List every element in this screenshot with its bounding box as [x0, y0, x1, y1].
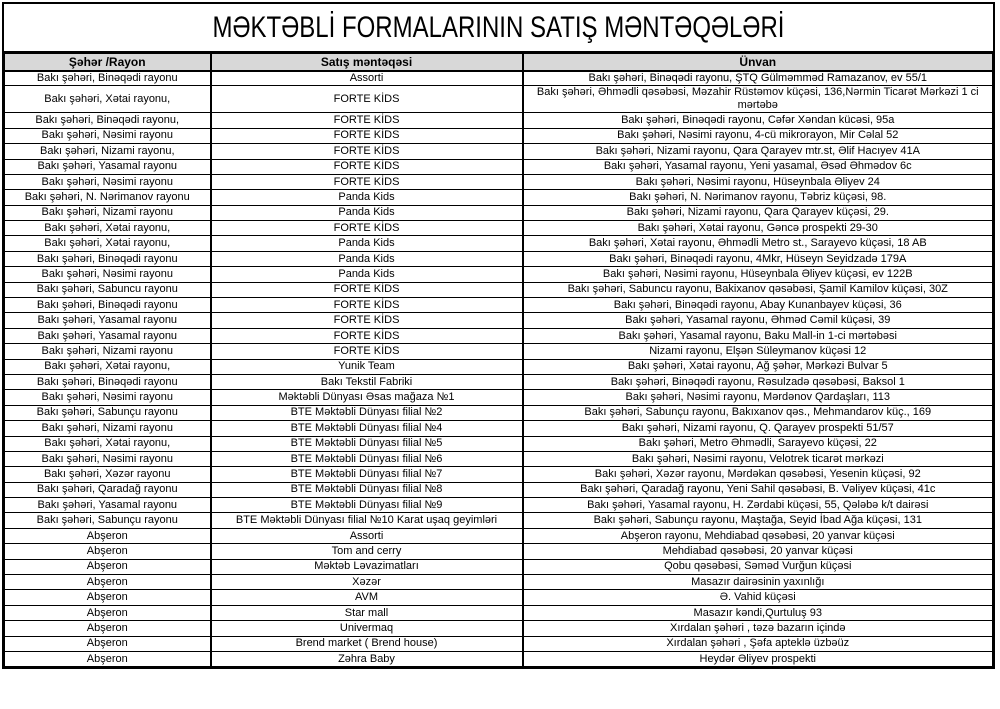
cell-address: Xırdalan şəhəri , Şəfa apteklə üzbəüz — [523, 636, 993, 651]
table-row — [5, 267, 993, 282]
cell-store: Panda Kids — [211, 236, 523, 251]
cell-store: Panda Kids — [211, 251, 523, 266]
table-row — [5, 559, 993, 574]
cell-address: Bakı şəhəri, Xəzər rayonu, Mərdəkan qəsəbəsi, Yesenin küçəsi, 92 — [523, 467, 993, 482]
table-row — [5, 344, 993, 359]
table-row — [5, 605, 993, 620]
cell-address: Masazır kəndi,Qurtuluş 93 — [523, 605, 993, 620]
cell-region: Bakı şəhəri, Nəsimi rayonu — [5, 267, 211, 282]
cell-region: Abşeron — [5, 544, 211, 559]
table-row — [5, 636, 993, 651]
cell-address: Bakı şəhəri, Nizami rayonu, Qara Qarayev mtr.st, Əlif Hacıyev 41A — [523, 144, 993, 159]
cell-address: Bakı şəhəri, Binəqədi rayonu, ŞTQ Gülməmməd Ramazanov, ev 55/1 — [523, 71, 993, 86]
table-row — [5, 236, 993, 251]
cell-region: Bakı şəhəri, Nizami rayonu — [5, 205, 211, 220]
cell-store: BTE Məktəbli Dünyası filial №2 — [211, 405, 523, 420]
cell-address: Bakı şəhəri, Xətai rayonu, Ağ şəhər, Mərkəzi Bulvar 5 — [523, 359, 993, 374]
cell-address: Bakı şəhəri, Binəqədi rayonu, 4Mkr, Hüseyn Seyidzadə 179A — [523, 251, 993, 266]
table-row — [5, 313, 993, 328]
column-header-region: Şəhər /Rayon — [5, 54, 211, 71]
cell-address: Bakı şəhəri, Nəsimi rayonu, Hüseynbala Əliyev küçəsi, ev 122B — [523, 267, 993, 282]
table-row — [5, 374, 993, 389]
table-row — [5, 113, 993, 128]
cell-address: Abşeron rayonu, Mehdiabad qəsəbəsi, 20 yanvar küçəsi — [523, 528, 993, 543]
cell-region: Bakı şəhəri, Xətai rayonu, — [5, 86, 211, 113]
cell-address: Bakı şəhəri, Qaradağ rayonu, Yeni Sahil qəsəbəsi, B. Vəliyev küçəsi, 41c — [523, 482, 993, 497]
column-header-store: Satış məntəqəsi — [211, 54, 523, 71]
cell-store: Bakı Tekstil Fabriki — [211, 374, 523, 389]
table-row — [5, 621, 993, 636]
table-row — [5, 86, 993, 113]
cell-store: Panda Kids — [211, 267, 523, 282]
cell-store: Yunik Team — [211, 359, 523, 374]
cell-region: Abşeron — [5, 590, 211, 605]
table-row — [5, 436, 993, 451]
cell-store: Univermaq — [211, 621, 523, 636]
cell-region: Abşeron — [5, 621, 211, 636]
cell-address: Heydər Əliyev prospekti — [523, 652, 993, 667]
cell-region: Bakı şəhəri, Nizami rayonu, — [5, 144, 211, 159]
cell-address: Bakı şəhəri, Yasamal rayonu, Baku Mall-in 1-ci mərtəbəsi — [523, 328, 993, 343]
cell-region: Bakı şəhəri, Xəzər rayonu — [5, 467, 211, 482]
table-row — [5, 652, 993, 667]
cell-address: Bakı şəhəri, Sabunçu rayonu, Maştağa, Seyid İbad Ağa küçəsi, 131 — [523, 513, 993, 528]
cell-store: FORTE KİDS — [211, 159, 523, 174]
cell-region: Bakı şəhəri, Sabuncu rayonu — [5, 282, 211, 297]
cell-region: Bakı şəhəri, Yasamal rayonu — [5, 328, 211, 343]
table-row — [5, 451, 993, 466]
cell-address: Bakı şəhəri, Xətai rayonu, Əhmədli Metro st., Sarayevo küçəsi, 18 AB — [523, 236, 993, 251]
cell-address: Bakı şəhəri, Yasamal rayonu, Əhməd Cəmil küçəsi, 39 — [523, 313, 993, 328]
table-row — [5, 482, 993, 497]
table-row — [5, 251, 993, 266]
cell-store: Panda Kids — [211, 205, 523, 220]
cell-address: Bakı şəhəri, Metro Əhmədli, Sarayevo küçəsi, 22 — [523, 436, 993, 451]
cell-store: BTE Məktəbli Dünyası filial №6 — [211, 451, 523, 466]
cell-region: Bakı şəhəri, Xətai rayonu, — [5, 359, 211, 374]
cell-region: Bakı şəhəri, Xətai rayonu, — [5, 436, 211, 451]
table-document — [2, 2, 995, 669]
table-row — [5, 467, 993, 482]
cell-region: Abşeron — [5, 605, 211, 620]
cell-region: Bakı şəhəri, Nizami rayonu — [5, 344, 211, 359]
table-body — [5, 71, 993, 667]
cell-region: Bakı şəhəri, Xətai rayonu, — [5, 236, 211, 251]
cell-address: Bakı şəhəri, Yasamal rayonu, H. Zərdabi küçəsi, 55, Qələbə k/t dairəsi — [523, 498, 993, 513]
cell-region: Bakı şəhəri, Nizami rayonu — [5, 421, 211, 436]
cell-address: Bakı şəhəri, N. Nərimanov rayonu, Təbriz küçəsi, 98. — [523, 190, 993, 205]
cell-store: Tom and cerry — [211, 544, 523, 559]
cell-store: FORTE KİDS — [211, 128, 523, 143]
cell-region: Bakı şəhəri, N. Nərimanov rayonu — [5, 190, 211, 205]
cell-region: Bakı şəhəri, Nəsimi rayonu — [5, 451, 211, 466]
cell-store: BTE Məktəbli Dünyası filial №4 — [211, 421, 523, 436]
table-row — [5, 390, 993, 405]
cell-region: Abşeron — [5, 559, 211, 574]
cell-address: Bakı şəhəri, Yasamal rayonu, Yeni yasamal, Əsəd Əhmədov 6c — [523, 159, 993, 174]
cell-address: Bakı şəhəri, Nəsimi rayonu, Hüseynbala Əliyev 24 — [523, 174, 993, 189]
cell-region: Bakı şəhəri, Sabunçu rayonu — [5, 513, 211, 528]
cell-address: Bakı şəhəri, Nəsimi rayonu, Velotrek ticarət mərkəzi — [523, 451, 993, 466]
cell-store: BTE Məktəbli Dünyası filial №5 — [211, 436, 523, 451]
header-row — [5, 54, 993, 71]
cell-region: Abşeron — [5, 575, 211, 590]
cell-address: Xırdalan şəhəri , təzə bazarın içində — [523, 621, 993, 636]
cell-store: FORTE KİDS — [211, 144, 523, 159]
cell-address: Bakı şəhəri, Nizami rayonu, Q. Qarayev prospekti 51/57 — [523, 421, 993, 436]
cell-store: FORTE KİDS — [211, 313, 523, 328]
cell-address: Bakı şəhəri, Binəqədi rayonu, Cəfər Xəndan kücəsi, 95a — [523, 113, 993, 128]
cell-address: Bakı şəhəri, Sabunçu rayonu, Bakıxanov qəs., Mehmandarov küç., 169 — [523, 405, 993, 420]
cell-address: Bakı şəhəri, Nəsimi rayonu, Mərdənov Qardaşları, 113 — [523, 390, 993, 405]
table-row — [5, 405, 993, 420]
cell-store: AVM — [211, 590, 523, 605]
cell-store: Assorti — [211, 71, 523, 86]
cell-store: BTE Məktəbli Dünyası filial №7 — [211, 467, 523, 482]
cell-store: Assorti — [211, 528, 523, 543]
cell-address: Bakı şəhəri, Nəsimi rayonu, 4-cü mikrorayon, Mir Cəlal 52 — [523, 128, 993, 143]
cell-store: Brend market ( Brend house) — [211, 636, 523, 651]
table-row — [5, 159, 993, 174]
table-row — [5, 421, 993, 436]
table-row — [5, 498, 993, 513]
column-header-address: Ünvan — [523, 54, 993, 71]
table-row — [5, 575, 993, 590]
cell-store: BTE Məktəbli Dünyası filial №9 — [211, 498, 523, 513]
cell-store: FORTE KİDS — [211, 298, 523, 313]
table-row — [5, 282, 993, 297]
cell-region: Abşeron — [5, 636, 211, 651]
table-row — [5, 513, 993, 528]
cell-region: Bakı şəhəri, Binəqədi rayonu — [5, 71, 211, 86]
cell-region: Bakı şəhəri, Nəsimi rayonu — [5, 128, 211, 143]
cell-address: Ə. Vahid küçəsi — [523, 590, 993, 605]
cell-region: Bakı şəhəri, Binəqədi rayonu — [5, 298, 211, 313]
cell-region: Abşeron — [5, 528, 211, 543]
cell-store: FORTE KİDS — [211, 86, 523, 113]
cell-store: Zəhra Baby — [211, 652, 523, 667]
cell-store: Məktəb Ləvazimatları — [211, 559, 523, 574]
table-row — [5, 205, 993, 220]
title-bar — [4, 4, 993, 53]
table-row — [5, 128, 993, 143]
cell-region: Bakı şəhəri, Yasamal rayonu — [5, 159, 211, 174]
table-row — [5, 174, 993, 189]
cell-region: Bakı şəhəri, Sabunçu rayonu — [5, 405, 211, 420]
cell-store: BTE Məktəbli Dünyası filial №10 Karat uşaq geyimləri — [211, 513, 523, 528]
cell-region: Bakı şəhəri, Nəsimi rayonu — [5, 174, 211, 189]
cell-address: Bakı şəhəri, Binəqədi rayonu, Rəsulzadə qəsəbəsi, Baksol 1 — [523, 374, 993, 389]
cell-store: FORTE KİDS — [211, 328, 523, 343]
cell-region: Bakı şəhəri, Binəqədi rayonu — [5, 374, 211, 389]
cell-region: Bakı şəhəri, Yasamal rayonu — [5, 498, 211, 513]
table-header — [5, 54, 993, 71]
table-row — [5, 190, 993, 205]
cell-store: FORTE KİDS — [211, 344, 523, 359]
cell-address: Masazır dairəsinin yaxınlığı — [523, 575, 993, 590]
cell-store: FORTE KİDS — [211, 174, 523, 189]
cell-store: FORTE KİDS — [211, 113, 523, 128]
cell-region: Bakı şəhəri, Binəqədi rayonu — [5, 251, 211, 266]
table-row — [5, 328, 993, 343]
table-row — [5, 528, 993, 543]
table-row — [5, 590, 993, 605]
page-title: MƏKTƏBLİ FORMALARININ SATIŞ MƏNTƏQƏLƏRİ — [212, 10, 785, 44]
table-row — [5, 221, 993, 236]
cell-address: Bakı şəhəri, Əhmədli qəsəbəsi, Məzahir Rüstəmov küçəsi, 136,Nərmin Ticarət Mərkəzi 1 ci mərtəbə — [523, 86, 993, 113]
cell-store: Panda Kids — [211, 190, 523, 205]
cell-address: Bakı şəhəri, Xətai rayonu, Gəncə prospekti 29-30 — [523, 221, 993, 236]
cell-store: Məktəbli Dünyası Əsas mağaza №1 — [211, 390, 523, 405]
cell-region: Bakı şəhəri, Nəsimi rayonu — [5, 390, 211, 405]
cell-address: Bakı şəhəri, Sabuncu rayonu, Bakixanov qəsəbəsi, Şamil Kamilov küçəsi, 30Z — [523, 282, 993, 297]
cell-address: Nizami rayonu, Elşən Süleymanov küçəsi 12 — [523, 344, 993, 359]
cell-region: Bakı şəhəri, Qaradağ rayonu — [5, 482, 211, 497]
cell-store: Star mall — [211, 605, 523, 620]
table-row — [5, 544, 993, 559]
cell-region: Bakı şəhəri, Binəqədi rayonu, — [5, 113, 211, 128]
cell-store: Xəzər — [211, 575, 523, 590]
cell-address: Bakı şəhəri, Binəqədi rayonu, Abay Kunanbayev küçəsi, 36 — [523, 298, 993, 313]
cell-store: FORTE KİDS — [211, 282, 523, 297]
table-row — [5, 144, 993, 159]
cell-region: Bakı şəhəri, Yasamal rayonu — [5, 313, 211, 328]
cell-region: Bakı şəhəri, Xətai rayonu, — [5, 221, 211, 236]
table-row — [5, 359, 993, 374]
cell-address: Mehdiabad qəsəbəsi, 20 yanvar küçəsi — [523, 544, 993, 559]
cell-region: Abşeron — [5, 652, 211, 667]
table-row — [5, 298, 993, 313]
cell-address: Bakı şəhəri, Nizami rayonu, Qara Qarayev küçəsi, 29. — [523, 205, 993, 220]
sales-points-table — [4, 53, 993, 667]
cell-address: Qobu qəsəbəsi, Səməd Vurğun küçəsi — [523, 559, 993, 574]
cell-store: FORTE KİDS — [211, 221, 523, 236]
cell-store: BTE Məktəbli Dünyası filial №8 — [211, 482, 523, 497]
table-row — [5, 71, 993, 86]
